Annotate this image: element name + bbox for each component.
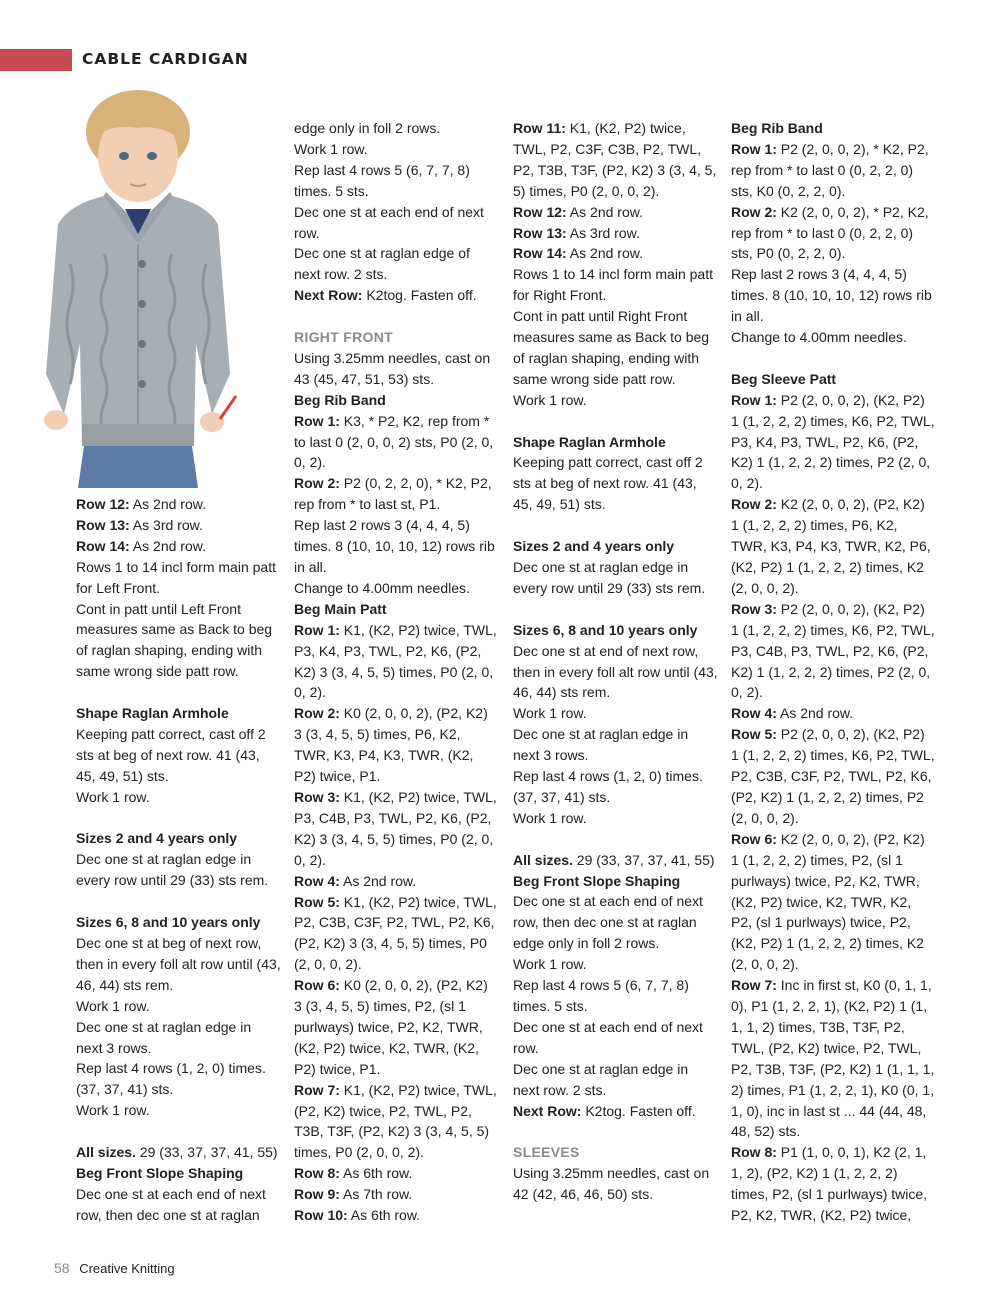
instruction-line bbox=[513, 243, 718, 264]
paragraph-gap bbox=[513, 515, 718, 536]
text-column-2 bbox=[294, 118, 499, 1226]
instruction-text: As 6th row. bbox=[347, 1207, 421, 1224]
instruction-line bbox=[294, 1080, 499, 1164]
instruction-line bbox=[731, 139, 936, 202]
instruction-text: K2 (2, 0, 0, 2), (P2, K2) 1 (1, 2, 2, 2) times, P6, K2, TWR, K3, P4, K3, TWR, K2, P6, (K2, P2) 1 (1, 2, 2, 2) times, K2 (2, 0, 0, 2). bbox=[731, 496, 931, 596]
text-column-3 bbox=[513, 118, 718, 1205]
row-label: Row 13: bbox=[513, 224, 567, 241]
instruction-line bbox=[294, 703, 499, 787]
instruction-line bbox=[513, 118, 718, 202]
publication-name: Creative Knitting bbox=[79, 1261, 175, 1276]
row-label: Row 14: bbox=[513, 245, 567, 262]
subsection-heading: Beg Rib Band bbox=[731, 120, 823, 136]
subsection-heading: Sizes 6, 8 and 10 years only bbox=[76, 914, 261, 931]
instruction-line bbox=[294, 1205, 499, 1226]
instruction-text: K3, * P2, K2, rep from * to last 0 (2, 0, 0, 2) sts, P0 (2, 0, 0, 2). bbox=[294, 412, 494, 471]
row-label: Row 5: bbox=[294, 893, 340, 910]
instruction-line: Dec one st at each end of next row. bbox=[513, 1018, 703, 1056]
instruction-line bbox=[731, 975, 936, 1142]
instruction-line bbox=[731, 724, 936, 829]
instruction-line bbox=[76, 536, 281, 557]
row-label: Row 11: bbox=[513, 120, 566, 136]
row-label: Row 12: bbox=[513, 203, 567, 220]
instruction-line: Change to 4.00mm needles. bbox=[731, 329, 907, 346]
instruction-text: As 2nd row. bbox=[566, 245, 643, 262]
instruction-text: P2 (2, 0, 0, 2), (K2, P2) 1 (1, 2, 2, 2) times, K6, P2, TWL, P3, K4, P3, TWL, P2, K6, (P2, K2) 1 (1, 2, 2, 2) times, P2 (2, 0, 0, 2). bbox=[731, 391, 935, 492]
instruction-line: Keeping patt correct, cast off 2 sts at beg of next row. 41 (43, 45, 49, 51) sts. bbox=[76, 725, 266, 784]
instruction-text: K0 (2, 0, 0, 2), (P2, K2) 3 (3, 4, 5, 5) times, P2, (sl 1 purlways) twice, P2, K2, TWR, (K2, P2) twice, K2, TWR, (K2, P2) twice, P1. bbox=[294, 977, 488, 1077]
instruction-line bbox=[76, 494, 281, 515]
instruction-line: Work 1 row. bbox=[513, 809, 587, 826]
instruction-line bbox=[513, 202, 718, 223]
instruction-line: Work 1 row. bbox=[513, 705, 587, 722]
row-label: Row 2: bbox=[294, 475, 340, 492]
row-label: Row 2: bbox=[731, 496, 777, 513]
paragraph-gap bbox=[513, 1121, 718, 1142]
instruction-line: Rep last 4 rows (1, 2, 0) times. (37, 37, 41) sts. bbox=[513, 768, 703, 805]
row-label: Row 4: bbox=[294, 872, 340, 889]
subsection-heading: Beg Front Slope Shaping bbox=[76, 1164, 244, 1181]
subsection-heading: Shape Raglan Armhole bbox=[76, 705, 229, 722]
paragraph-gap bbox=[513, 829, 718, 850]
instruction-line: Dec one st at raglan edge of next row. 2 sts. bbox=[294, 245, 470, 283]
instruction-line: Change to 4.00mm needles. bbox=[294, 579, 470, 596]
instruction-line: Dec one st at raglan edge in every row until 29 (33) sts rem. bbox=[513, 559, 706, 596]
instruction-line: edge only in foll 2 rows. bbox=[294, 120, 441, 136]
text-column-1 bbox=[76, 494, 281, 1226]
row-label: Row 3: bbox=[294, 788, 340, 805]
instruction-line: Work 1 row. bbox=[513, 391, 587, 408]
row-label: All sizes. bbox=[513, 851, 573, 868]
row-label: Next Row: bbox=[513, 1102, 582, 1119]
instruction-line bbox=[76, 1142, 281, 1163]
row-label: All sizes. bbox=[76, 1144, 136, 1161]
row-label: Row 3: bbox=[731, 600, 777, 617]
paragraph-gap bbox=[513, 599, 718, 620]
instruction-line: Work 1 row. bbox=[294, 140, 368, 157]
instruction-text: P2 (2, 0, 0, 2), (K2, P2) 1 (1, 2, 2, 2) times, K6, P2, TWL, P2, C3B, C3F, P2, TWL, P2, K6, (P2, K2) 1 (1, 2, 2, 2) times, P2 (2, 0, 0, 2). bbox=[731, 726, 935, 826]
instruction-text: Inc in first st, K0 (0, 1, 1, 0), P1 (1, 2, 2, 1), (K2, P2) 1 (1, 1, 1, 2) times, T3B, T3F, P2, TWL, (P2, K2) twice, P2, TWL, P2, T3B, T3F, (P2, K2) 1 (1, 1, 1, 2) times, P1 (1, 2, 2, 1), K0 (0, 1, 1, 0), inc in last st ... 44 (44, 48, 48, 52) sts. bbox=[731, 977, 935, 1140]
row-label: Row 8: bbox=[294, 1165, 340, 1182]
page-title: CABLE CARDIGAN bbox=[82, 50, 249, 68]
subsection-heading: Sizes 2 and 4 years only bbox=[513, 538, 675, 555]
instruction-text: As 3rd row. bbox=[566, 224, 640, 241]
row-label: Row 7: bbox=[294, 1081, 340, 1098]
instruction-line: Using 3.25mm needles, cast on 42 (42, 46, 46, 50) sts. bbox=[513, 1165, 710, 1203]
row-label: Row 1: bbox=[294, 621, 340, 638]
text-column-4 bbox=[731, 118, 936, 1226]
instruction-line bbox=[513, 1101, 718, 1122]
instruction-line: Dec one st at raglan edge in next row. 2 sts. bbox=[513, 1060, 689, 1098]
row-label: Row 6: bbox=[731, 830, 777, 847]
instruction-line: Work 1 row. bbox=[76, 788, 150, 805]
instruction-line: Dec one st at raglan edge in next 3 rows. bbox=[76, 1018, 252, 1056]
subsection-heading: Beg Sleeve Patt bbox=[731, 370, 837, 387]
row-label: Row 5: bbox=[731, 726, 777, 743]
row-label: Row 4: bbox=[731, 705, 777, 722]
instruction-text: K1, (K2, P2) twice, TWL, P2, C3F, C3B, P2, TWL, P2, T3B, T3F, (P2, K2) 3 (3, 4, 5, 5) times, P0 (2, 0, 0, 2). bbox=[513, 120, 717, 199]
instruction-text: As 2nd row. bbox=[129, 496, 206, 512]
instruction-line: Work 1 row. bbox=[76, 997, 150, 1014]
instruction-line: Keeping patt correct, cast off 2 sts at beg of next row. 41 (43, 45, 49, 51) sts. bbox=[513, 454, 703, 513]
cardigan-photo bbox=[0, 84, 270, 488]
instruction-text: As 2nd row. bbox=[776, 705, 854, 722]
instruction-text: P2 (2, 0, 0, 2), * K2, P2, rep from * to last 0 (0, 2, 2, 0) sts, K0 (0, 2, 2, 0). bbox=[731, 140, 929, 199]
instruction-line bbox=[294, 871, 499, 892]
row-label: Row 1: bbox=[294, 412, 340, 429]
row-label: Row 8: bbox=[731, 1144, 777, 1161]
section-heading: SLEEVES bbox=[513, 1144, 580, 1161]
row-label: Row 2: bbox=[294, 705, 340, 722]
instruction-text: K2 (2, 0, 0, 2), (P2, K2) 1 (1, 2, 2, 2) times, P2, (sl 1 purlways) twice, P2, K2, TWR, (K2, P2) twice, K2, TWR, K2, P2, (sl 1 purlways) twice, P2, (K2, P2) 1 (1, 2, 2, 2) times, K2 (2, 0, 0, 2). bbox=[731, 830, 925, 973]
instruction-line: Dec one st at each end of next row. bbox=[294, 203, 484, 241]
instruction-line: Rep last 4 rows 5 (6, 7, 7, 8) times. 5 sts. bbox=[294, 161, 470, 199]
paragraph-gap bbox=[513, 411, 718, 432]
paragraph-gap bbox=[76, 891, 281, 912]
subsection-heading: Beg Front Slope Shaping bbox=[513, 872, 681, 889]
instruction-line bbox=[731, 202, 936, 265]
paragraph-gap bbox=[76, 808, 281, 829]
instruction-line bbox=[294, 975, 499, 1080]
row-label: Row 1: bbox=[731, 391, 777, 408]
instruction-line: Dec one st at end of next row, then in every foll alt row until (43, 46, 44) sts rem. bbox=[513, 642, 718, 701]
instruction-line bbox=[513, 223, 718, 244]
instruction-line bbox=[294, 1184, 499, 1205]
instruction-text: K2 (2, 0, 0, 2), * P2, K2, rep from * to last 0 (0, 2, 2, 0) sts, P0 (0, 2, 2, 0). bbox=[731, 203, 929, 262]
instruction-line: Dec one st at each end of next row, then dec one st at raglan edge only in foll 2 rows. bbox=[513, 893, 703, 952]
instruction-line bbox=[294, 285, 499, 306]
instruction-line bbox=[294, 473, 499, 515]
instruction-text: As 7th row. bbox=[339, 1186, 413, 1203]
page-number: 58 bbox=[54, 1260, 70, 1276]
section-heading: RIGHT FRONT bbox=[294, 329, 393, 346]
instruction-line bbox=[294, 1163, 499, 1184]
row-label: Row 6: bbox=[294, 977, 340, 994]
instruction-line bbox=[731, 390, 936, 495]
row-label: Row 7: bbox=[731, 977, 777, 994]
instruction-line: Dec one st at each end of next row, then dec one st at raglan bbox=[76, 1185, 266, 1223]
instruction-text: As 2nd row. bbox=[129, 537, 206, 554]
instruction-text: K0 (2, 0, 0, 2), (P2, K2) 3 (3, 4, 5, 5) times, P6, K2, TWR, K3, P4, K3, TWR, (K2, P2) twice, P1. bbox=[294, 705, 488, 785]
subsection-heading: Shape Raglan Armhole bbox=[513, 433, 666, 450]
subsection-heading: Beg Main Patt bbox=[294, 600, 387, 617]
paragraph-gap bbox=[294, 306, 499, 327]
instruction-text: P1 (1, 0, 0, 1), K2 (2, 1, 1, 2), (P2, K2) 1 (1, 2, 2, 2) times, P2, (sl 1 purlways) twice, P2, K2, TWR, (K2, P2) twice, bbox=[731, 1144, 928, 1224]
instruction-line: Dec one st at raglan edge in next 3 rows. bbox=[513, 726, 689, 764]
instruction-text: As 2nd row. bbox=[566, 203, 643, 220]
header-accent-bar bbox=[0, 49, 72, 71]
instruction-line bbox=[731, 829, 936, 975]
instruction-line: Dec one st at beg of next row, then in every foll alt row until (43, 46, 44) sts rem. bbox=[76, 934, 281, 993]
row-label: Row 13: bbox=[76, 516, 130, 533]
instruction-text: K1, (K2, P2) twice, TWL, (P2, K2) twice, P2, TWL, P2, T3B, T3F, (P2, K2) 3 (3, 4, 5, 5) times, P0 (2, 0, 0, 2). bbox=[294, 1081, 497, 1161]
row-label: Row 12: bbox=[76, 496, 130, 512]
instruction-line: Rows 1 to 14 incl form main patt for Right Front. bbox=[513, 266, 713, 304]
row-label: Row 14: bbox=[76, 537, 130, 554]
instruction-text: K2tog. Fasten off. bbox=[362, 287, 477, 304]
instruction-line bbox=[731, 494, 936, 599]
subsection-heading: Sizes 6, 8 and 10 years only bbox=[513, 621, 698, 638]
row-label: Row 2: bbox=[731, 203, 777, 220]
instruction-text: As 6th row. bbox=[339, 1165, 413, 1182]
paragraph-gap bbox=[76, 1121, 281, 1142]
instruction-line bbox=[294, 892, 499, 976]
instruction-text: K2tog. Fasten off. bbox=[581, 1102, 696, 1119]
instruction-line bbox=[513, 850, 718, 871]
instruction-text: K1, (K2, P2) twice, TWL, P3, C4B, P3, TWL, P2, K6, (P2, K2) 3 (3, 4, 5, 5) times, P0 (2, 0, 0, 2). bbox=[294, 788, 497, 868]
instruction-text: K1, (K2, P2) twice, TWL, P3, K4, P3, TWL, P2, K6, (P2, K2) 3 (3, 4, 5, 5) times, P0 (2, 0, 0, 2). bbox=[294, 621, 497, 701]
instruction-text: 29 (33, 37, 37, 41, 55) bbox=[572, 851, 715, 868]
instruction-text: As 3rd row. bbox=[129, 516, 203, 533]
row-label: Next Row: bbox=[294, 287, 363, 304]
instruction-line bbox=[731, 599, 936, 704]
instruction-line: Using 3.25mm needles, cast on 43 (45, 47, 51, 53) sts. bbox=[294, 349, 491, 387]
paragraph-gap bbox=[76, 682, 281, 703]
instruction-line bbox=[294, 411, 499, 474]
instruction-text: 29 (33, 37, 37, 41, 55) bbox=[135, 1144, 278, 1161]
subsection-heading: Beg Rib Band bbox=[294, 391, 386, 408]
instruction-text: As 2nd row. bbox=[339, 872, 417, 889]
page-footer bbox=[54, 1260, 175, 1276]
instruction-line: Rep last 4 rows 5 (6, 7, 7, 8) times. 5 sts. bbox=[513, 977, 689, 1014]
instruction-line bbox=[76, 515, 281, 536]
instruction-text: P2 (0, 2, 2, 0), * K2, P2, rep from * to last st, P1. bbox=[294, 475, 492, 513]
row-label: Row 10: bbox=[294, 1207, 348, 1224]
instruction-line bbox=[294, 620, 499, 704]
instruction-line: Cont in patt until Left Front measures same as Back to beg of raglan shaping, ending with same wrong side patt row. bbox=[76, 600, 273, 680]
instruction-line bbox=[731, 703, 936, 724]
instruction-line: Rep last 2 rows 3 (4, 4, 4, 5) times. 8 (10, 10, 10, 12) rows rib in all. bbox=[294, 517, 495, 576]
instruction-line: Work 1 row. bbox=[513, 956, 587, 973]
instruction-text: K1, (K2, P2) twice, TWL, P2, C3B, C3F, P2, TWL, P2, K6, (P2, K2) 3 (3, 4, 5, 5) times, P0 (2, 0, 0, 2). bbox=[294, 893, 497, 973]
instruction-line: Rep last 2 rows 3 (4, 4, 4, 5) times. 8 (10, 10, 10, 12) rows rib in all. bbox=[731, 266, 932, 325]
instruction-line: Rows 1 to 14 incl form main patt for Left Front. bbox=[76, 558, 276, 596]
instruction-line bbox=[294, 787, 499, 871]
instruction-line: Cont in patt until Right Front measures same as Back to beg of raglan shaping, ending with same wrong side patt row. bbox=[513, 308, 710, 387]
instruction-line: Rep last 4 rows (1, 2, 0) times. (37, 37, 41) sts. bbox=[76, 1060, 266, 1098]
row-label: Row 1: bbox=[731, 140, 777, 157]
instruction-text: P2 (2, 0, 0, 2), (K2, P2) 1 (1, 2, 2, 2) times, K6, P2, TWL, P3, C4B, P3, TWL, P2, K6, (P2, K2) 1 (1, 2, 2, 2) times, P2 (2, 0, 0, 2). bbox=[731, 600, 935, 701]
instruction-line bbox=[731, 1142, 936, 1226]
row-label: Row 9: bbox=[294, 1186, 340, 1203]
instruction-line: Dec one st at raglan edge in every row until 29 (33) sts rem. bbox=[76, 851, 269, 889]
subsection-heading: Sizes 2 and 4 years only bbox=[76, 830, 238, 847]
paragraph-gap bbox=[731, 348, 936, 369]
instruction-line: Work 1 row. bbox=[76, 1102, 150, 1119]
